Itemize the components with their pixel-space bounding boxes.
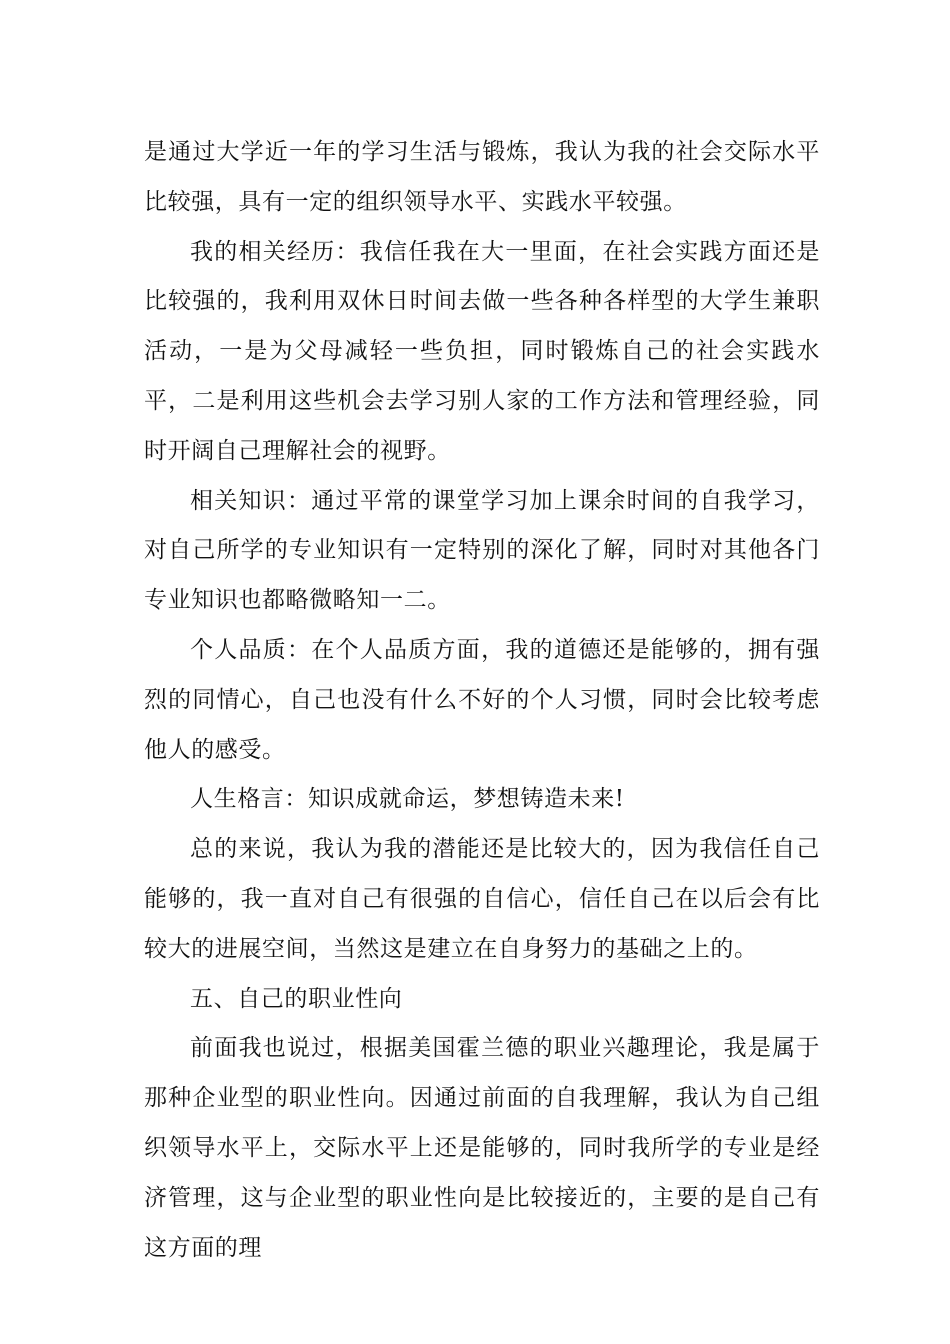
paragraph-personal-quality: 个人品质：在个人品质方面，我的道德还是能够的，拥有强烈的同情心，自己也没有什么不好的个人习惯，同时会比较考虑他人的感受。 xyxy=(144,636,820,763)
document-body xyxy=(144,128,820,1273)
paragraph-career-orientation: 前面我也说过，根据美国霍兰德的职业兴趣理论，我是属于那种企业型的职业性向。因通过前面的自我理解，我认为自己组织领导水平上，交际水平上还是能够的，同时我所学的专业是经济管理，这与企业型的职业性向是比较接近的，主要的是自己有这方面的理 xyxy=(144,1035,820,1261)
paragraph-continuation: 是通过大学近一年的学习生活与锻炼，我认为我的社会交际水平比较强，具有一定的组织领导水平、实践水平较强。 xyxy=(144,139,820,215)
section-heading-career-orientation: 五、自己的职业性向 xyxy=(190,985,403,1012)
paragraph-summary: 总的来说，我认为我的潜能还是比较大的，因为我信任自己能够的，我一直对自己有很强的自信心，信任自己在以后会有比较大的进展空间，当然这是建立在自身努力的基础之上的。 xyxy=(144,836,820,962)
paragraph-experience: 我的相关经历：我信任我在大一里面，在社会实践方面还是比较强的，我利用双休日时间去做一些各种各样型的大学生兼职活动，一是为父母减轻一些负担，同时锻炼自己的社会实践水平，二是利用这些机会去学习别人家的工作方法和管理经验，同时开阔自己理解社会的视野。 xyxy=(144,238,820,464)
paragraph-motto: 人生格言：知识成就命运，梦想铸造未来! xyxy=(190,786,625,813)
paragraph-knowledge: 相关知识：通过平常的课堂学习加上课余时间的自我学习，对自己所学的专业知识有一定特别的深化了解，同时对其他各门专业知识也都略微略知一二。 xyxy=(144,487,820,614)
